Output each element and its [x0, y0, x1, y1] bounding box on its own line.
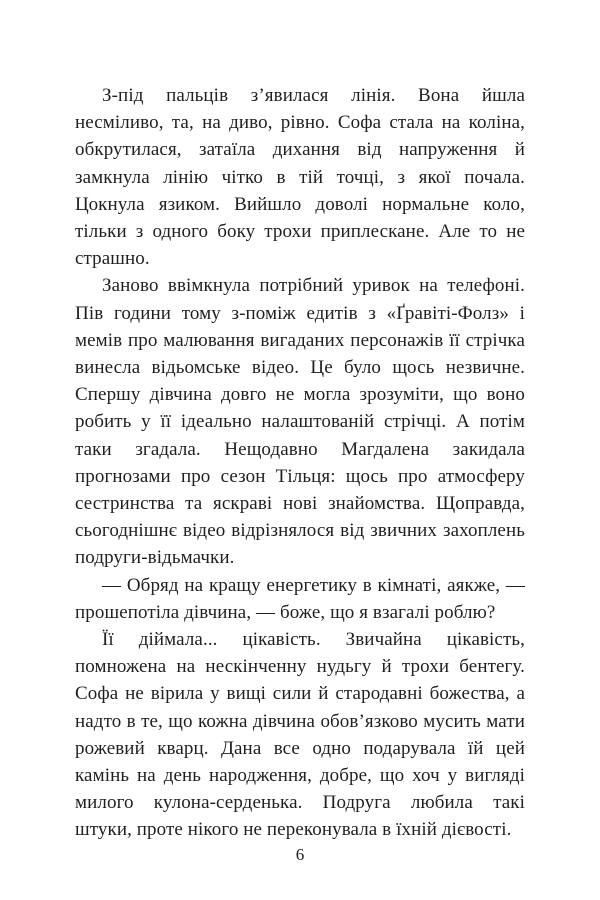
- paragraph-1: З-під пальців з’явилася лінія. Вона йшла несміливо, та, на диво, рівно. Софа стала на коліна, обкрутилася, затаїла дихання від напруження й замкнула лінію чітко в тій точці, з якої почала. Цокнула язиком. Вийшло доволі нормальне коло, тільки з одного боку трохи приплескане. Але то не страшно.: [75, 85, 525, 270]
- paragraph-4: Її діймала... цікавість. Звичайна цікавість, помножена на нескінченну нудьгу й трохи бентегу. Софа не вірила у вищі сили й стародавні божества, а надто в те, що кожна дівчина обов’язково мусить мати рожевий кварц. Дана все одно подарувала їй цей камінь на день народження, добре, що хоч у вигляді милого кулона-серденька. Подруга любила такі штуки, проте нікого не переконувала в їхній дієвості.: [75, 629, 525, 841]
- page-body: [75, 82, 525, 844]
- page-number: 6: [295, 845, 305, 864]
- paragraph-2: Заново ввімкнула потрібний уривок на телефоні. Пів години тому з-поміж едитів з «Ґравіті-Фолз» і мемів про малювання вигаданих персонажів її стрічка винесла відьомське відео. Це було щось незвичне. Спершу дівчина довго не могла зрозуміти, що воно робить у її ідеально налаштованій стрічці. А потім таки згадала. Нещодавно Магдалена закидала прогнозами про сезон Тільця: щось про атмосферу сестринства та яскраві нові знайомства. Щоправда, сьогоднішнє відео відрізнялося від звичних захоплень подруги-відьмачки.: [75, 275, 525, 569]
- paragraph-3: — Обряд на кращу енергетику в кімнаті, аякже, — прошепотіла дівчина, — боже, що я взагалі роблю?: [75, 574, 525, 623]
